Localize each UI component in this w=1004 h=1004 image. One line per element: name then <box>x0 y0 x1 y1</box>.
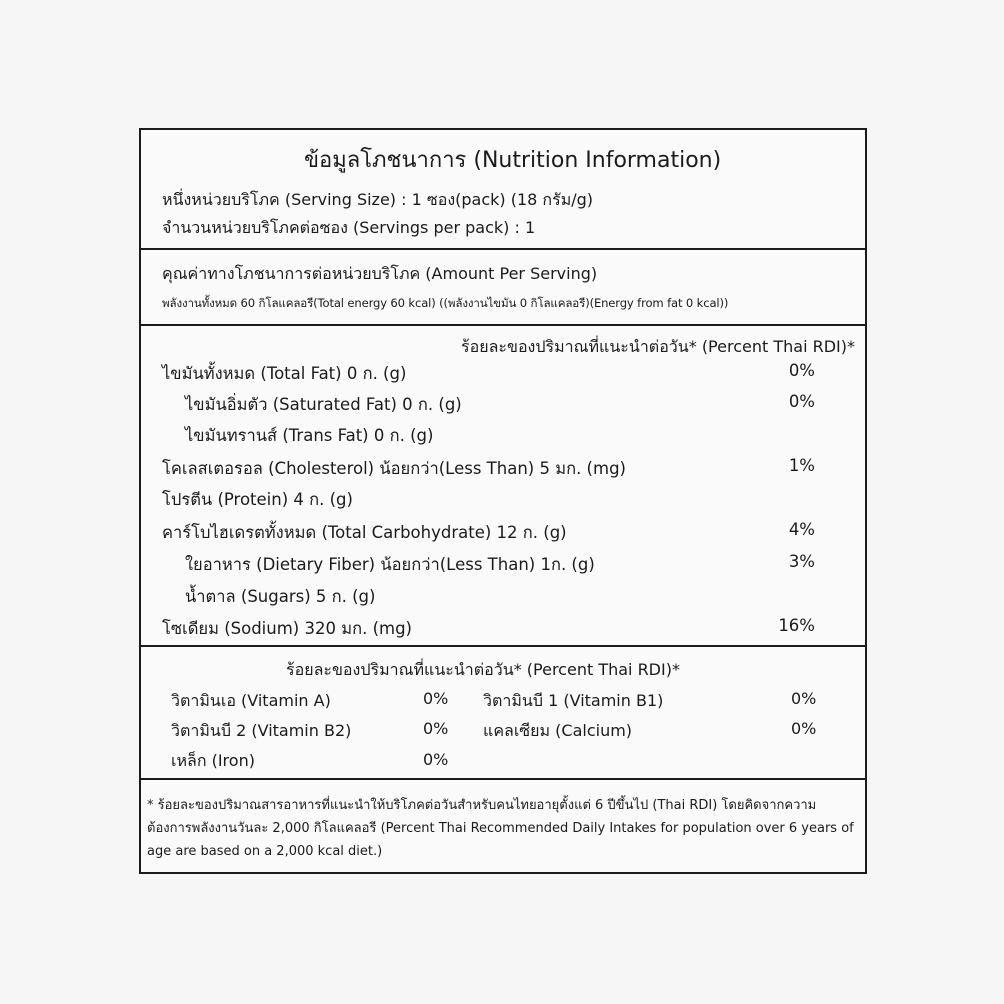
nutrient-pct-total-fat: 0% <box>788 361 815 380</box>
nutrient-label-dietary-fiber: ใยอาหาร (Dietary Fiber) น้อยกว่า(Less Than) 1ก. (g) <box>185 555 595 574</box>
energy-line: พลังงานทั้งหมด 60 กิโลแคลอรี(Total energy 60 kcal) ((พลังงานไขมัน 0 กิโลแคลอรี)(Energy from fat 0 kcal)) <box>162 296 729 310</box>
section-divider <box>141 778 865 780</box>
nutrient-label-sugars: น้ำตาล (Sugars) 5 ก. (g) <box>185 587 376 606</box>
footnote-line-2: ต้องการพลังงานวันละ 2,000 กิโลแคลอรี (Percent Thai Recommended Daily Intakes for population over 6 years of <box>147 821 854 836</box>
rdi-header: ร้อยละของปริมาณที่แนะนำต่อวัน* (Percent Thai RDI)* <box>461 337 855 356</box>
nutrient-label-total-fat: ไขมันทั้งหมด (Total Fat) 0 ก. (g) <box>162 364 407 383</box>
vitamin-label-b1: วิตามินบี 1 (Vitamin B1) <box>483 691 664 710</box>
nutrient-pct-total-carbohydrate: 4% <box>788 520 815 539</box>
nutrient-label-protein: โปรตีน (Protein) 4 ก. (g) <box>162 490 353 509</box>
nutrient-label-saturated-fat: ไขมันอิ่มตัว (Saturated Fat) 0 ก. (g) <box>185 395 462 414</box>
vitamin-label-a: วิตามินเอ (Vitamin A) <box>171 691 331 710</box>
nutrient-pct-sodium: 16% <box>778 616 815 635</box>
mineral-label-calcium: แคลเซียม (Calcium) <box>483 721 633 740</box>
label-title: ข้อมูลโภชนาการ (Nutrition Information) <box>304 148 722 173</box>
nutrient-label-sodium: โซเดียม (Sodium) 320 มก. (mg) <box>162 619 412 638</box>
mineral-pct-iron: 0% <box>423 750 449 769</box>
nutrient-label-total-carbohydrate: คาร์โบไฮเดรตทั้งหมด (Total Carbohydrate) 12 ก. (g) <box>162 523 567 542</box>
nutrient-pct-dietary-fiber: 3% <box>788 552 815 571</box>
footnote-line-1: * ร้อยละของปริมาณสารอาหารที่แนะนำให้บริโภคต่อวันสำหรับคนไทยอายุตั้งแต่ 6 ปีขึ้นไป (Thai RDI) โดยคิดจากความ <box>147 798 817 813</box>
section-divider <box>141 645 865 647</box>
nutrition-label <box>139 128 867 874</box>
mineral-pct-calcium: 0% <box>791 719 817 738</box>
section-divider <box>141 248 865 250</box>
footnote <box>147 794 861 863</box>
mineral-label-iron: เหล็ก (Iron) <box>171 751 255 770</box>
vitamin-pct-b1: 0% <box>791 689 817 708</box>
section-divider <box>141 324 865 326</box>
nutrient-pct-saturated-fat: 0% <box>788 392 815 411</box>
serving-size: หนึ่งหน่วยบริโภค (Serving Size) : 1 ซอง(pack) (18 กรัม/g) <box>162 190 594 209</box>
vitamin-pct-a: 0% <box>423 689 449 708</box>
vitamins-header: ร้อยละของปริมาณที่แนะนำต่อวัน* (Percent Thai RDI)* <box>286 660 680 679</box>
nutrient-pct-cholesterol: 1% <box>788 456 815 475</box>
vitamin-pct-b2: 0% <box>423 719 449 738</box>
vitamin-label-b2: วิตามินบี 2 (Vitamin B2) <box>171 721 352 740</box>
footnote-line-3: age are based on a 2,000 kcal diet.) <box>147 844 383 859</box>
amount-per-serving: คุณค่าทางโภชนาการต่อหน่วยบริโภค (Amount Per Serving) <box>162 264 598 283</box>
servings-per-pack: จำนวนหน่วยบริโภคต่อซอง (Servings per pack) : 1 <box>162 218 536 237</box>
nutrient-label-trans-fat: ไขมันทรานส์ (Trans Fat) 0 ก. (g) <box>185 426 434 445</box>
nutrient-label-cholesterol: โคเลสเตอรอล (Cholesterol) น้อยกว่า(Less Than) 5 มก. (mg) <box>162 459 626 478</box>
